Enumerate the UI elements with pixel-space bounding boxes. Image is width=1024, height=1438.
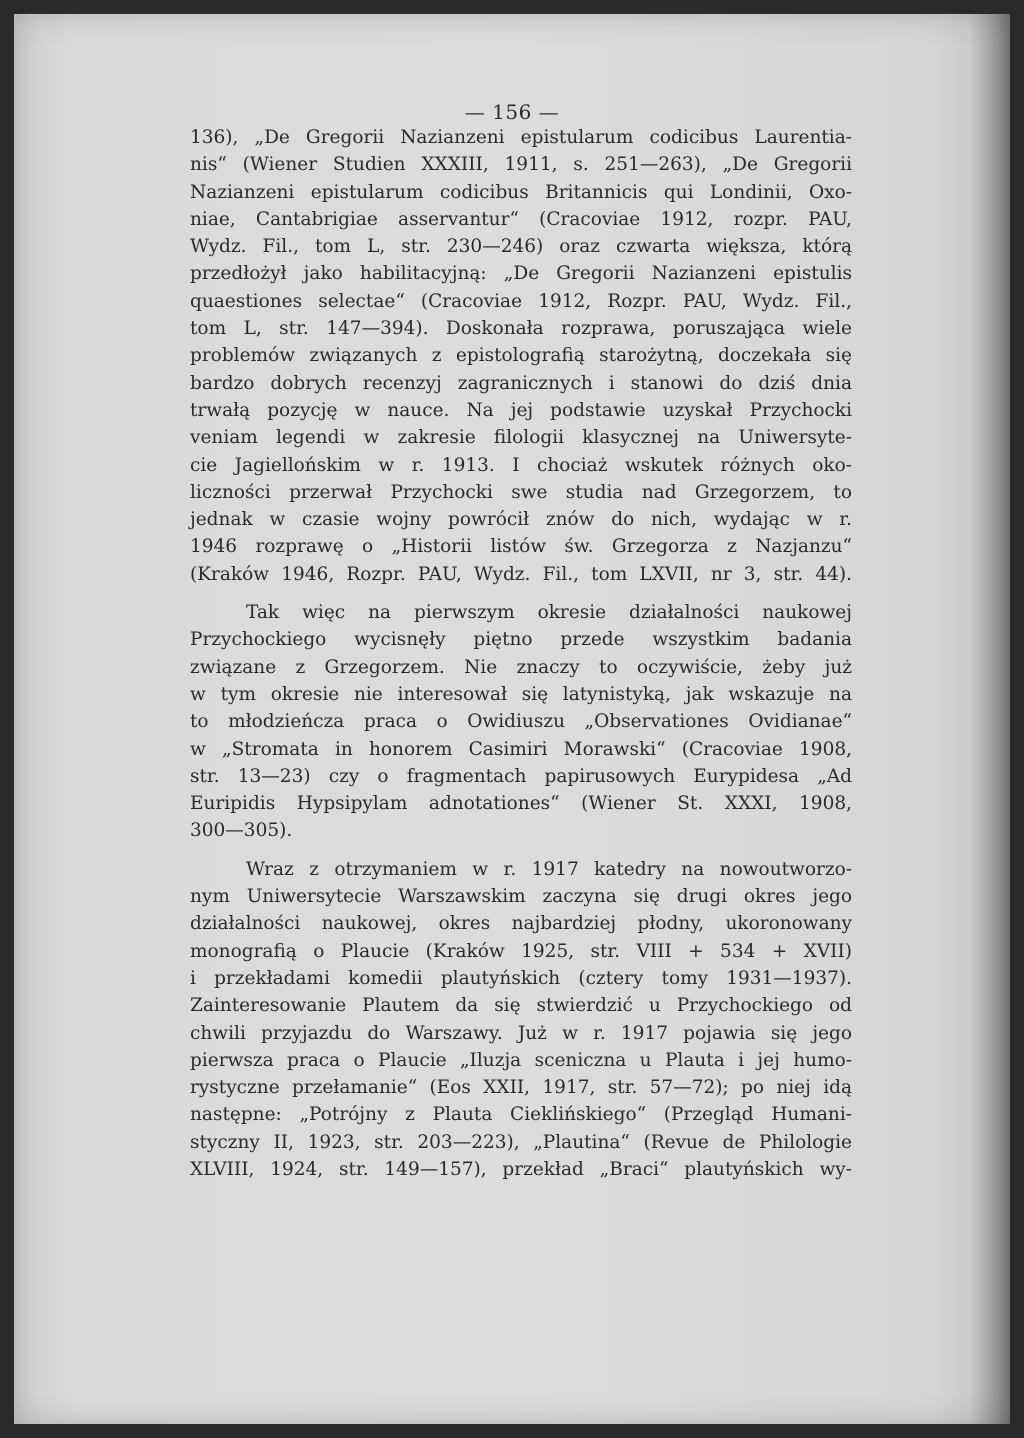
text-line: chwili przyjazdu do Warszawy. Już w r. 1917 pojawia się jego (190, 1022, 852, 1044)
text-line: w „Stromata in honorem Casimiri Morawski“ (Cracoviae 1908, (190, 738, 852, 760)
text-line: nis“ (Wiener Studien XXXIII, 1911, s. 251—263), „De Gregorii (190, 154, 852, 176)
text-line: Wydz. Fil., tom L, str. 230—246) oraz czwarta większa, którą (190, 236, 852, 258)
text-line: Wraz z otrzymaniem w r. 1917 katedry na nowoutworzo- (246, 858, 852, 880)
text-line: rystyczne przełamanie“ (Eos XXII, 1917, str. 57—72); po niej idą (190, 1077, 852, 1099)
paragraph-3 (190, 856, 852, 1184)
text-line: w tym okresie nie interesował się latynistyką, jak wskazuje na (190, 683, 852, 705)
text-line: styczny II, 1923, str. 203—223), „Plautina“ (Revue de Philologie (190, 1131, 852, 1153)
text-line: monografią o Plaucie (Kraków 1925, str. VIII + 534 + XVII) (190, 940, 852, 962)
paragraph-gap (190, 845, 852, 856)
text-line: Tak więc na pierwszym okresie działalności naukowej (246, 602, 852, 624)
text-line: bardzo dobrych recenzyj zagranicznych i stanowi do dziś dnia (190, 372, 852, 394)
text-line: cie Jagiellońskim w r. 1913. I chociaż wskutek różnych oko- (190, 454, 852, 476)
text-line: nym Uniwersytecie Warszawskim zaczyna się drugi okres jego (190, 886, 852, 908)
text-line: następne: „Potrójny z Plauta Cieklińskiego“ (Przegląd Humani- (190, 1104, 852, 1126)
text-line: problemów związanych z epistolografią starożytną, doczekała się (190, 345, 852, 367)
text-line: str. 13—23) czy o fragmentach papirusowych Eurypidesa „Ad (190, 765, 852, 787)
text-line: 300—305). (190, 820, 293, 842)
page-spine-shadow (970, 14, 1010, 1424)
text-line: związane z Grzegorzem. Nie znaczy to oczywiście, żeby już (190, 656, 852, 678)
text-line: Przychockiego wycisnęły piętno przede wszystkim badania (190, 629, 852, 651)
text-line: veniam legendi w zakresie filologii klasycznej na Uniwersyte- (190, 427, 852, 449)
text-line: 136), „De Gregorii Nazianzeni epistularum codicibus Laurentia- (190, 127, 852, 148)
page-number: — 156 — (464, 100, 560, 124)
text-line: pierwsza praca o Plaucie „Iluzja sceniczna u Plauta i jej humo- (190, 1049, 852, 1071)
paragraph-gap (190, 588, 852, 599)
paragraph-2 (190, 599, 852, 845)
text-line: i przekładami komedii plautyńskich (cztery tomy 1931—1937). (190, 967, 852, 989)
text-line: XLVIII, 1924, str. 149—157), przekład „Braci“ plautyńskich wy- (190, 1158, 852, 1180)
text-line: niae, Cantabrigiae asservantur“ (Cracoviae 1912, rozpr. PAU, (190, 208, 852, 230)
text-line: tom L, str. 147—394). Doskonała rozprawa, poruszająca wiele (190, 318, 852, 340)
text-line: trwałą pozycję w nauce. Na jej podstawie uzyskał Przychocki (190, 399, 852, 421)
text-line: (Kraków 1946, Rozpr. PAU, Wydz. Fil., tom LXVII, nr 3, str. 44). (190, 563, 852, 585)
text-line: 1946 rozprawę o „Historii listów św. Grzegorza z Nazjanzu“ (190, 536, 852, 558)
text-line: Euripidis Hypsipylam adnotationes“ (Wiener St. XXXI, 1908, (190, 793, 852, 815)
paragraph-1 (190, 124, 852, 588)
text-line: quaestiones selectae“ (Cracoviae 1912, Rozpr. PAU, Wydz. Fil., (190, 290, 852, 312)
text-line: Zainteresowanie Plautem da się stwierdzić u Przychockiego od (190, 995, 852, 1017)
text-line: działalności naukowej, okres najbardziej płodny, ukoronowany (190, 913, 852, 935)
text-line: Nazianzeni epistularum codicibus Britannicis qui Londinii, Oxo- (190, 181, 852, 203)
text-line: liczności przerwał Przychocki swe studia nad Grzegorzem, to (190, 481, 852, 503)
text-line: to młodzieńcza praca o Owidiuszu „Observationes Ovidianae“ (190, 711, 852, 733)
text-line: przedłożył jako habilitacyjną: „De Gregorii Nazianzeni epistulis (190, 263, 852, 285)
text-line: jednak w czasie wojny powrócił znów do nich, wydając w r. (190, 509, 852, 531)
body-text (190, 124, 852, 1183)
